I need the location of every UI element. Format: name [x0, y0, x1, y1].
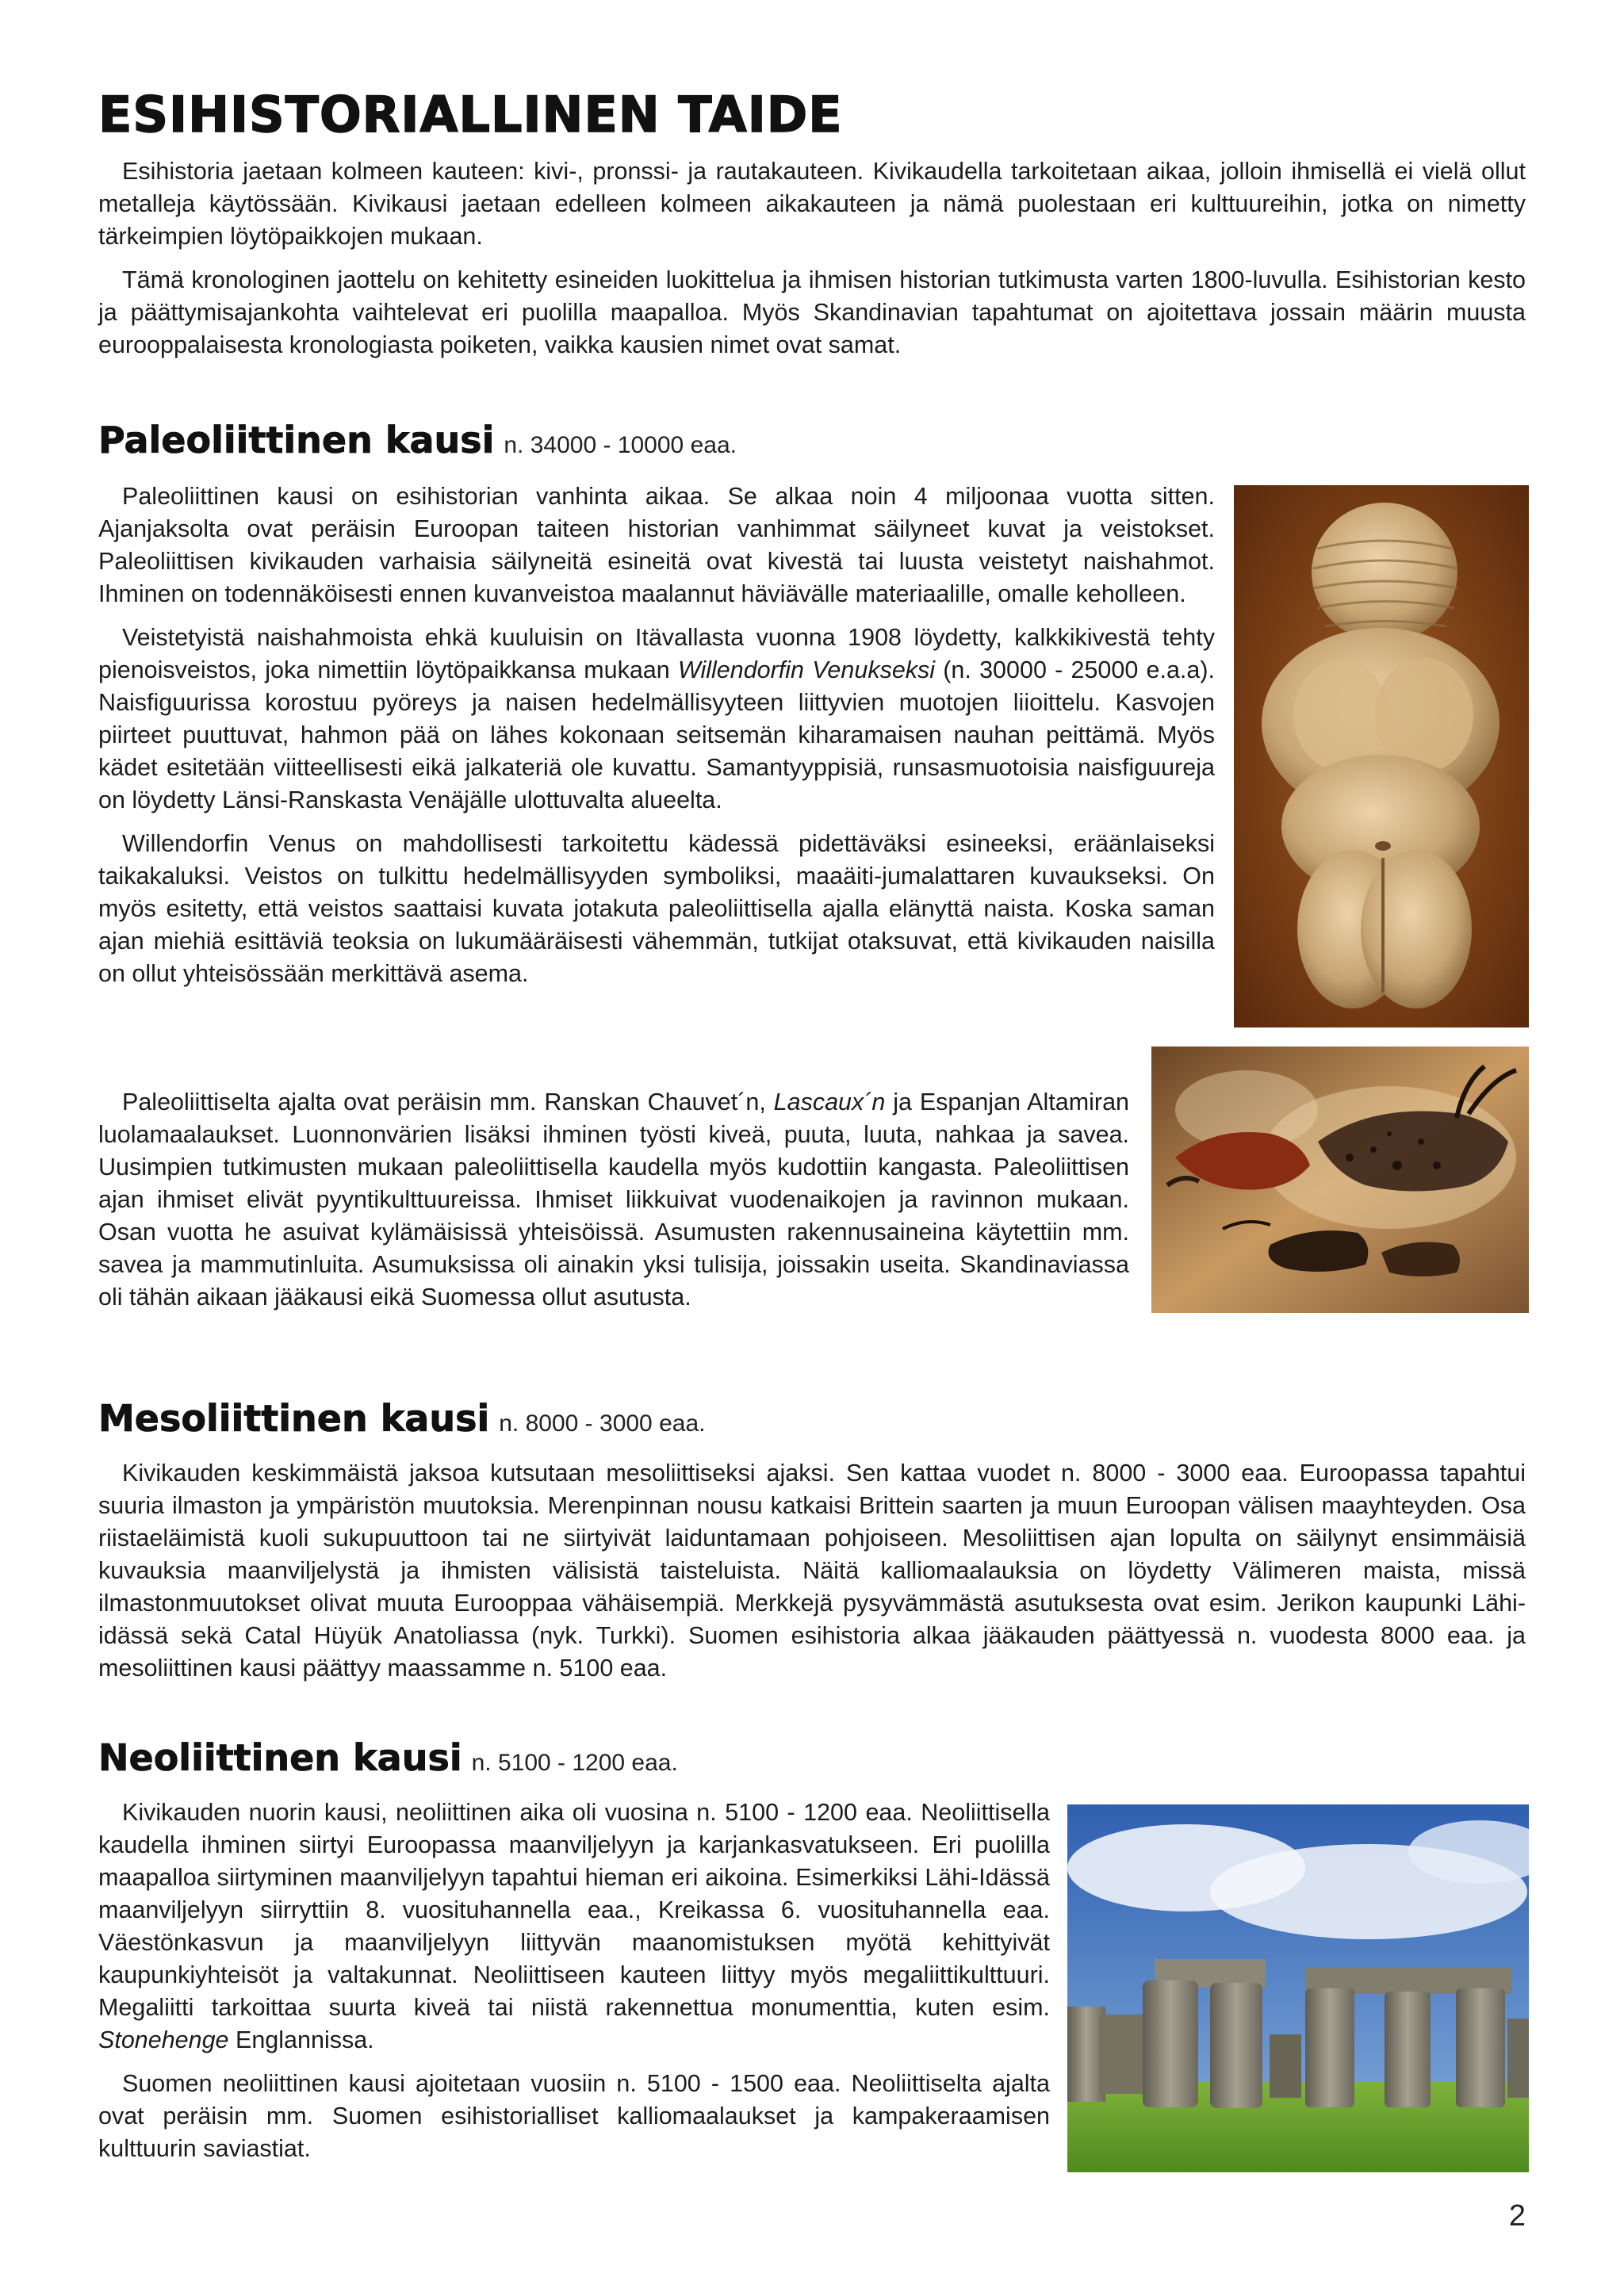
lascaux-name: Lascaux´n: [773, 1089, 886, 1115]
venus-of-willendorf-photo: [1234, 485, 1529, 1027]
mesolithic-text: [98, 1457, 1526, 1696]
paleolithic-paragraph-3: Willendorfin Venus on mahdollisesti tarkoitettu kädessä pidettäväksi esineeksi, eräänlaiseksi taikakaluksi. Veistos on tulkittu hedelmällisyyden symboliksi, maaäiti-jumalattaren kuvaukseksi. On myös esitetty, että veistos saattaisi kuvata jotakuta paleoliittisella ajalla elänyttä naista. Koska saman ajan miehiä esittäviä teoksia on lukumääräisesti vähemmän, tutkijat otaksuvat, että kivikauden naisilla on ollut yhteisössään merkittävä asema.: [98, 830, 1215, 987]
paleolithic-paragraph-1: Paleoliittinen kausi on esihistorian vanhinta aikaa. Se alkaa noin 4 miljoonaa vuotta sitten. Ajanjaksolta ovat peräisin Euroopan taiteen historian vanhimmat säilyneet kuvat ja veistokset. Paleoliittisen kivikauden varhaisia säilyneitä esineitä ovat kivestä tai luusta veistetyt naishahmot. Ihminen on todennäköisesti ennen kuvanveistoa maalannut häviävälle materiaalille, omalle keholleen.: [98, 483, 1215, 607]
neolithic-dates: n. 5100 - 1200 eaa.: [471, 1750, 678, 1776]
neolithic-text: [98, 1797, 1050, 2176]
mesolithic-paragraph-1: Kivikauden keskimmäistä jaksoa kutsutaan mesoliittiseksi ajaksi. Sen kattaa vuodet n. 8000 - 3000 eaa. Euroopassa tapahtui suuria ilmaston ja ympäristön muutoksia. Merenpinnan nousu katkaisi Brittein saarten ja muun Euroopan välisen maayhteyden. Osa riistaeläimistä kuoli sukupuuttoon tai ne siirtyivät laiduntamaan pohjoiseen. Mesoliittisen ajan lopulta on säilynyt ensimmäisiä kuvauksia maanviljelystä ja ihmisten välisistä taisteluista. Näitä kalliomaalauksia on löydetty Välimeren maista, missä ilmastonmuutokset olivat muuta Eurooppaa vähäisempiä. Merkkejä pysyvämmästä asutuksesta ovat esim. Jerikon kaupunki Lähi-idässä sekä Catal Hüyük Anatoliassa (nyk. Turkki). Suomen esihistoria alkaa jääkauden päättyessä n. vuodesta 8000 eaa. ja mesoliittinen kausi päättyy maassamme n. 5100 eaa.: [98, 1460, 1526, 1682]
mesolithic-dates: n. 8000 - 3000 eaa.: [499, 1410, 706, 1437]
paleolithic-paragraph-2: Veistetyistä naishahmoista ehkä kuuluisin on Itävallasta vuonna 1908 löydetty, kalkkikivestä tehty pienoisveistos, joka nimettiin löytöpaikkansa mukaan Willendorfin Venukseksi (n. 30000 - 25000 e.a.a). Naisfiguurissa korostuu pyöreys ja naisen hedelmällisyyteen liittyvien muotojen liioittelu. Kasvojen piirteet puuttuvat, hahmon pää on lähes kokonaan seitsemän kiharamaisen nauhan peittämä. Myös kädet esitetään viitteellisesti eikä jalkateriä ole kuvattu. Samantyyppisiä, runsasmuotoisia naisfiguureja on löydetty Länsi-Ranskasta Venäjälle ulottuvalta alueelta.: [98, 624, 1215, 813]
paleolithic-title: Paleoliittinen kausi: [98, 419, 495, 461]
neolithic-heading: [98, 1736, 678, 1779]
mesolithic-heading: [98, 1397, 705, 1440]
intro-text: [98, 155, 1526, 373]
neolithic-paragraph-2: Suomen neoliittinen kausi ajoitetaan vuosiin n. 5100 - 1500 eaa. Neoliittiselta ajalta ovat peräisin mm. Suomen esihistorialliset kalliomaalaukset ja kampakeraamisen kulttuurin saviastiat.: [98, 2070, 1050, 2162]
stonehenge-name: Stonehenge: [98, 2026, 229, 2053]
paleolithic-paragraph-4: Paleoliittiselta ajalta ovat peräisin mm. Ranskan Chauvet´n, Lascaux´n ja Espanjan Altamiran luolamaalaukset. Luonnonvärien lisäksi ihminen työsti kiveä, puuta, luuta, nahkaa ja savea. Uusimpien tutkimusten mukaan paleoliittisella kaudella myös kudottiin kangasta. Paleoliittisen ajan ihmiset elivät pyyntikulttuureissa. Ihmiset liikkuivat vuodenaikojen ja ravinnon mukaan. Osan vuotta he asuivat kylämäisissä yhteisöissä. Asumusten rakennusaineina käytettiin mm. savea ja mammutinluita. Asumuksissa oli ainakin yksi tulisija, joissakin useita. Skandinaviassa oli tähän aikaan jääkausi eikä Suomessa ollut asutusta.: [98, 1089, 1129, 1311]
paleolithic-dates: n. 34000 - 10000 eaa.: [504, 432, 737, 458]
neolithic-title: Neoliittinen kausi: [98, 1736, 462, 1779]
page-title: ESIHISTORIALLINEN TAIDE: [98, 86, 843, 144]
mesolithic-title: Mesoliittinen kausi: [98, 1397, 490, 1440]
paleolithic-heading: [98, 419, 737, 461]
intro-paragraph-1: Esihistoria jaetaan kolmeen kauteen: kivi-, pronssi- ja rautakauteen. Kivikaudella tarkoitetaan aikaa, jolloin ihmisellä ei vielä ollut metalleja käytössään. Kivikausi jaetaan edelleen kolmeen aikakauteen ja nämä puolestaan eri kulttuureihin, jotka on nimetty tärkeimpien löytöpaikkojen mukaan.: [98, 158, 1526, 250]
page-number: 2: [1508, 2199, 1526, 2233]
paleolithic-text-continued: [98, 1086, 1129, 1325]
neolithic-paragraph-1: Kivikauden nuorin kausi, neoliittinen aika oli vuosina n. 5100 - 1200 eaa. Neoliittisella kaudella ihminen siirtyi Euroopassa maanviljelyyn ja karjankasvatukseen. Eri puolilla maapalloa siirtyminen maanviljelyyn tapahtui hieman eri aikoina. Esimerkiksi Lähi-Idässä maanviljelyyn siirryttiin 8. vuosituhannella eaa., Kreikassa 6. vuosituhannella eaa. Väestönkasvun ja maanviljelyyn liittyvän maanomistuksen myötä kehittyivät kaupunkiyhteisöt ja valtakunnat. Neoliittiseen kauteen liittyy myös megaliittikulttuuri. Megaliitti tarkoittaa suurta kiveä tai niistä rakennettua monumenttia, kuten esim. Stonehenge Englannissa.: [98, 1799, 1050, 2053]
venus-name: Willendorfin Venukseksi: [677, 656, 936, 683]
intro-paragraph-2: Tämä kronologinen jaottelu on kehitetty esineiden luokittelua ja ihmisen historian tutkimusta varten 1800-luvulla. Esihistorian kesto ja päättymisajankohta vaihtelevat eri puolilla maapalloa. Myös Skandinavian tapahtumat on ajoitettava jossain määrin muusta eurooppalaisesta kronologiasta poiketen, vaikka kausien nimet ovat samat.: [98, 266, 1526, 358]
lascaux-cave-painting-photo: [1151, 1047, 1529, 1313]
paleolithic-text: [98, 480, 1215, 1001]
stonehenge-photo: [1067, 1804, 1529, 2172]
